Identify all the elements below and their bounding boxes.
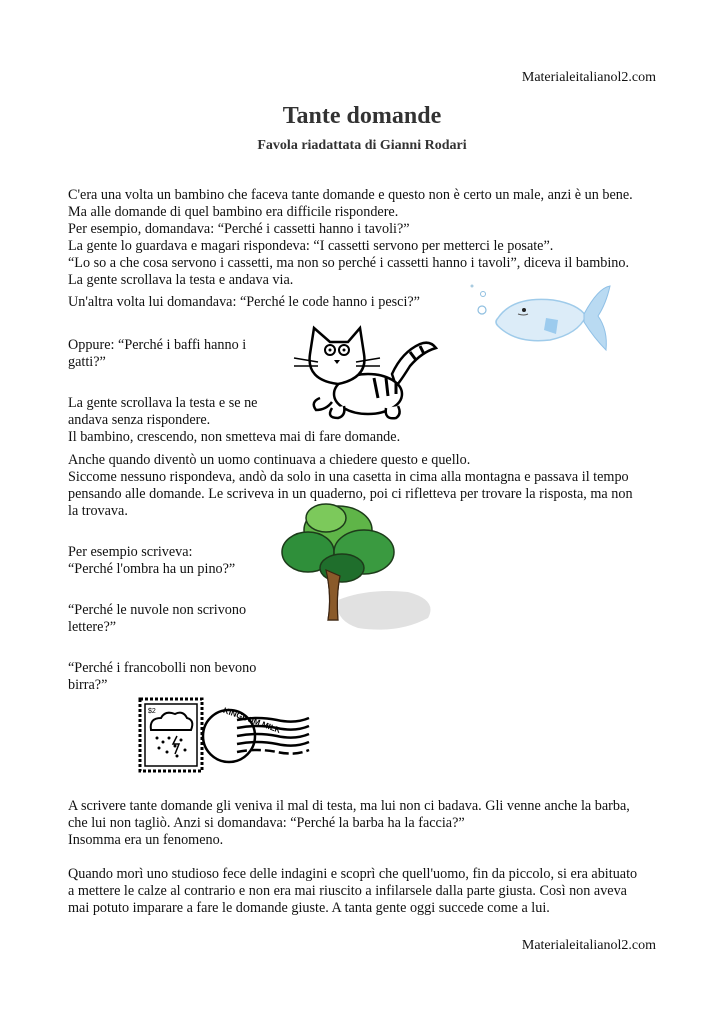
stamp-value: $2 [148, 708, 156, 715]
question-item: birra?” [68, 677, 108, 693]
text-line: A scrivere tante domande gli veniva il mal di testa, ma lui non ci badava. Gli venne anche la barba, [68, 798, 630, 814]
footer-site-name: Materialeitalianol2.com [521, 938, 656, 953]
tree-illustration [278, 500, 448, 640]
text-line: mai potuto imparare a fare le domande giuste. A tanta gente oggi succede come a lui. [68, 900, 550, 916]
page-title: Tante domande [282, 103, 442, 129]
cat-illustration [292, 322, 442, 422]
postmark-text: KINGDOM MILK [222, 705, 282, 735]
text-line: Per esempio scriveva: [68, 544, 193, 560]
text-line: andava senza rispondere. [68, 412, 211, 428]
text-line: Ma alle domande di quel bambino era difficile rispondere. [68, 204, 399, 220]
page-subtitle: Favola riadattata di Gianni Rodari [257, 138, 467, 153]
text-line: a mettere le calze al contrario e non era mai riuscito a infilarsele dalla parte giusta. Così non aveva [68, 883, 627, 899]
text-line: gatti?” [68, 354, 106, 370]
text-line: Oppure: “Perché i baffi hanno i [68, 337, 247, 353]
text-line: La gente lo guardava e magari rispondeva: “I cassetti servono per metterci le posate”. [68, 238, 554, 254]
question-item: “Perché le nuvole non scrivono [68, 602, 247, 618]
text-line: Per esempio, domandava: “Perché i cassetti hanno i tavoli?” [68, 221, 410, 237]
text-line: Anche quando diventò un uomo continuava a chiedere questo e quello. [68, 452, 471, 468]
text-line: pensando alle domande. Le scriveva in un quaderno, poi ci rifletteva per trovare la risposta, ma non [68, 486, 633, 502]
question-item: “Perché l'ombra ha un pino?” [68, 561, 236, 577]
header-site-name: Materialeitalianol2.com [521, 70, 656, 85]
text-line: “Lo so a che cosa servono i cassetti, ma non so perché i cassetti hanno i tavoli”, diceva il bambino. [68, 255, 630, 271]
text-line: C'era una volta un bambino che faceva tante domande e questo non è certo un male, anzi è un bene. [68, 187, 633, 203]
text-line: Il bambino, crescendo, non smetteva mai di fare domande. [68, 429, 401, 445]
question-item: “Perché i francobolli non bevono [68, 660, 257, 676]
text-line: La gente scrollava la testa e andava via. [68, 272, 294, 288]
fish-illustration [458, 278, 618, 358]
text-line: che lui non tagliò. Anzi si domandava: “Perché la barba ha la faccia?” [68, 815, 465, 831]
question-item: lettere?” [68, 619, 117, 635]
stamp-illustration [137, 696, 312, 776]
text-line: Un'altra volta lui domandava: “Perché le code hanno i pesci?” [68, 294, 420, 310]
text-line: La gente scrollava la testa e se ne [68, 395, 258, 411]
text-line: Insomma era un fenomeno. [68, 832, 224, 848]
text-line: Quando morì uno studioso fece delle indagini e scoprì che quell'uomo, fin da piccolo, si era abituato [68, 866, 638, 882]
text-line: la trovava. [68, 503, 128, 519]
text-line: Siccome nessuno rispondeva, andò da solo in una casetta in cima alla montagna e passava il tempo [68, 469, 629, 485]
